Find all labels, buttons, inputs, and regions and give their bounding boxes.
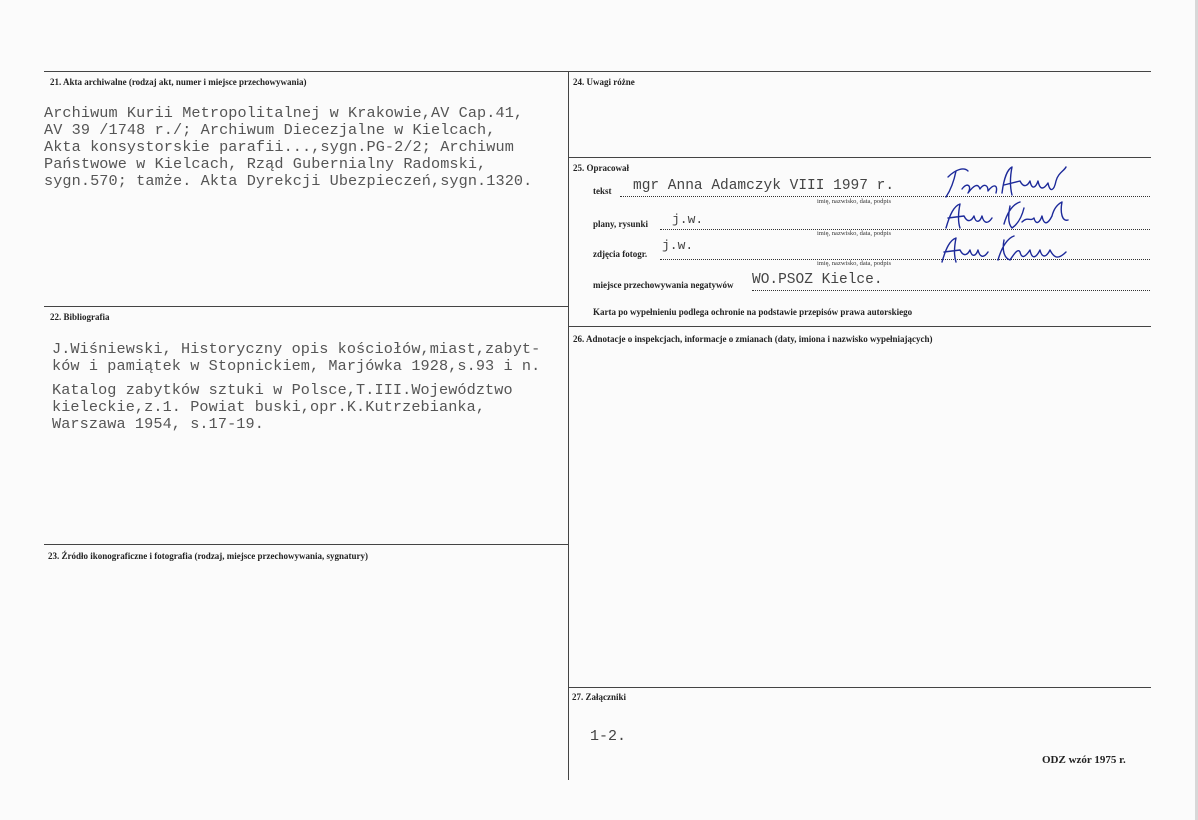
section-21-line: sygn.570; tamże. Akta Dyrekcji Ubezpieczeń,sygn.1320. (44, 172, 533, 190)
miejsce-value: WO.PSOZ Kielce. (752, 272, 883, 288)
rule-21-22 (44, 306, 568, 307)
miejsce-label: miejsce przechowywania negatywów (593, 280, 734, 290)
signature-zdjecia (934, 232, 1074, 268)
tekst-caption: imię, nazwisko, data, podpis (817, 198, 892, 205)
section-24-title: 24. Uwagi różne (573, 77, 635, 87)
section-26-title: 26. Adnotacje o inspekcjach, informacje o zmianach (daty, imiona i nazwisko wypełniających) (573, 334, 933, 344)
miejsce-dotted-line (752, 290, 1150, 291)
rule-24-25 (568, 157, 1151, 158)
section-23-title: 23. Źródło ikonograficzne i fotografia (rodzaj, miejsce przechowywania, sygnatury) (48, 551, 369, 561)
zdjecia-caption: imię, nazwisko, data, podpis (817, 260, 892, 267)
bibliography-line: ków i pamiątek w Stopnickiem, Marjówka 1928,s.93 i n. (52, 357, 541, 375)
plany-value: j.w. (672, 212, 704, 227)
rule-25-26 (568, 326, 1151, 327)
top-rule (44, 71, 1151, 72)
plany-caption: imię, nazwisko, data, podpis (817, 230, 892, 237)
section-21-line: AV 39 /1748 r./; Archiwum Diecezjalne w Kielcach, (44, 121, 496, 139)
zdjecia-dotted-line (660, 259, 1150, 260)
section-21-line: Państwowe w Kielcach, Rząd Gubernialny Radomski, (44, 155, 487, 173)
bibliography-line: Katalog zabytków sztuki w Polsce,T.III.Województwo (52, 381, 513, 399)
zdjecia-label: zdjęcia fotogr. (593, 249, 648, 259)
tekst-value: mgr Anna Adamczyk VIII 1997 r. (633, 178, 895, 194)
signature-plany (938, 198, 1078, 234)
bibliography-line: J.Wiśniewski, Historyczny opis kościołów,miast,zabyt- (52, 340, 541, 358)
section-25-title: 25. Opracował (573, 163, 629, 173)
rule-22-23 (44, 544, 568, 545)
zdjecia-value: j.w. (662, 238, 694, 253)
bibliography-line: Warszawa 1954, s.17-19. (52, 415, 264, 433)
section-27-title: 27. Załączniki (572, 692, 627, 702)
rule-26-27 (568, 687, 1151, 688)
section-22-title: 22. Bibliografia (50, 312, 110, 322)
bibliography-line: kieleckie,z.1. Powiat buski,opr.K.Kutrzebianka, (52, 398, 486, 416)
plany-label: plany, rysunki (593, 219, 649, 229)
form-code: ODZ wzór 1975 r. (1042, 754, 1126, 766)
signature-tekst (938, 163, 1078, 203)
tekst-label: tekst (593, 186, 612, 196)
center-divider (568, 71, 569, 780)
copyright-note: Karta po wypełnieniu podlega ochronie na podstawie przepisów prawa autorskiego (593, 307, 913, 317)
section-21-title: 21. Akta archiwalne (rodzaj akt, numer i miejsce przechowywania) (50, 77, 307, 87)
section-21-line: Akta konsystorskie parafii...,sygn.PG-2/2; Archiwum (44, 138, 514, 156)
attachments-value: 1-2. (590, 728, 627, 745)
section-21-line: Archiwum Kurii Metropolitalnej w Krakowie,AV Cap.41, (44, 104, 524, 122)
